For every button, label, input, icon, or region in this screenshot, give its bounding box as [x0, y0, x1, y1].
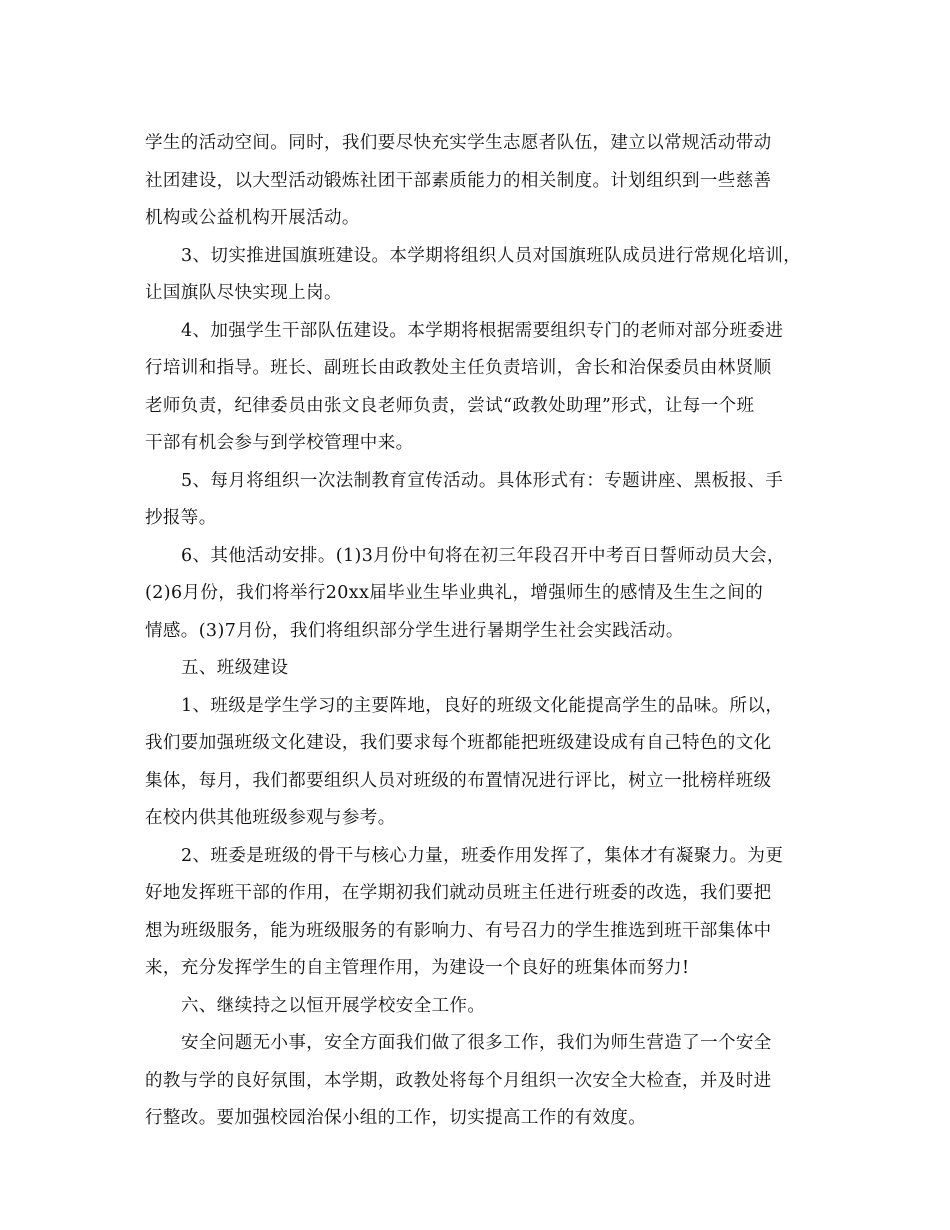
text-line: 老师负责，纪律委员由张文良老师负责，尝试“政教处助理”形式，让每一个班 — [145, 395, 755, 416]
text-line: 社团建设，以大型活动锻炼社团干部素质能力的相关制度。计划组织到一些慈善 — [145, 170, 772, 191]
text-line: 五、班级建设 — [181, 658, 289, 678]
text-line: 安全问题无小事，安全方面我们做了很多工作，我们为师生营造了一个安全 — [181, 1033, 772, 1053]
text-line: 情感。(3)7月份，我们将组织部分学生进行暑期学生社会实践活动。 — [145, 620, 684, 641]
text-line: 我们要加强班级文化建设，我们要求每个班都能把班级建设成有自己特色的文化 — [145, 733, 772, 753]
text-line: 让国旗队尽快实现上岗。 — [145, 283, 342, 303]
text-line: 好地发挥班干部的作用，在学期初我们就动员班主任进行班委的改选，我们要把 — [145, 883, 772, 903]
text-line: 行整改。要加强校园治保小组的工作，切实提高工作的有效度。 — [145, 1108, 647, 1128]
text-line: 4、加强学生干部队伍建设。本学期将根据需要组织专门的老师对部分班委进 — [181, 320, 784, 341]
text-line: 想为班级服务，能为班级服务的有影响力、有号召力的学生推选到班干部集体中 — [145, 920, 772, 941]
text-line: 在校内供其他班级参观与参考。 — [145, 808, 396, 828]
text-line: 六、继续持之以恒开展学校安全工作。 — [181, 995, 486, 1016]
text-line: 干部有机会参与到学校管理中来。 — [145, 433, 414, 453]
text-line: 行培训和指导。班长、副班长由政教处主任负责培训，舍长和治保委员由林贤顺 — [145, 358, 772, 378]
text-line: 6、其他活动安排。(1)3月份中旬将在初三年段召开中考百日誓师动员大会， — [181, 545, 785, 566]
text-line: (2)6月份，我们将举行20xx届毕业生毕业典礼，增强师生的感情及生生之间的 — [145, 583, 764, 603]
text-line: 来，充分发挥学生的自主管理作用，为建设一个良好的班集体而努力! — [145, 958, 690, 978]
text-line: 抄报等。 — [145, 508, 217, 528]
text-line: 学生的活动空间。同时，我们要尽快充实学生志愿者队伍，建立以常规活动带动 — [145, 133, 772, 153]
text-line: 1、班级是学生学习的主要阵地，良好的班级文化能提高学生的品味。所以， — [181, 695, 784, 716]
text-line: 机构或公益机构开展活动。 — [145, 208, 360, 228]
text-line: 2、班委是班级的骨干与核心力量，班委作用发挥了，集体才有凝聚力。为更 — [181, 845, 784, 866]
text-line: 集体，每月，我们都要组织人员对班级的布置情况进行评比，树立一批榜样班级 — [145, 770, 772, 791]
text-line: 3、切实推进国旗班建设。本学期将组织人员对国旗班队成员进行常规化培训， — [181, 245, 802, 266]
document-body — [145, 125, 825, 1138]
text-line: 5、每月将组织一次法制教育宣传活动。具体形式有：专题讲座、黑板报、手 — [181, 470, 784, 491]
text-line: 的教与学的良好氛围，本学期，政教处将每个月组织一次安全大检查，并及时进 — [145, 1070, 772, 1091]
